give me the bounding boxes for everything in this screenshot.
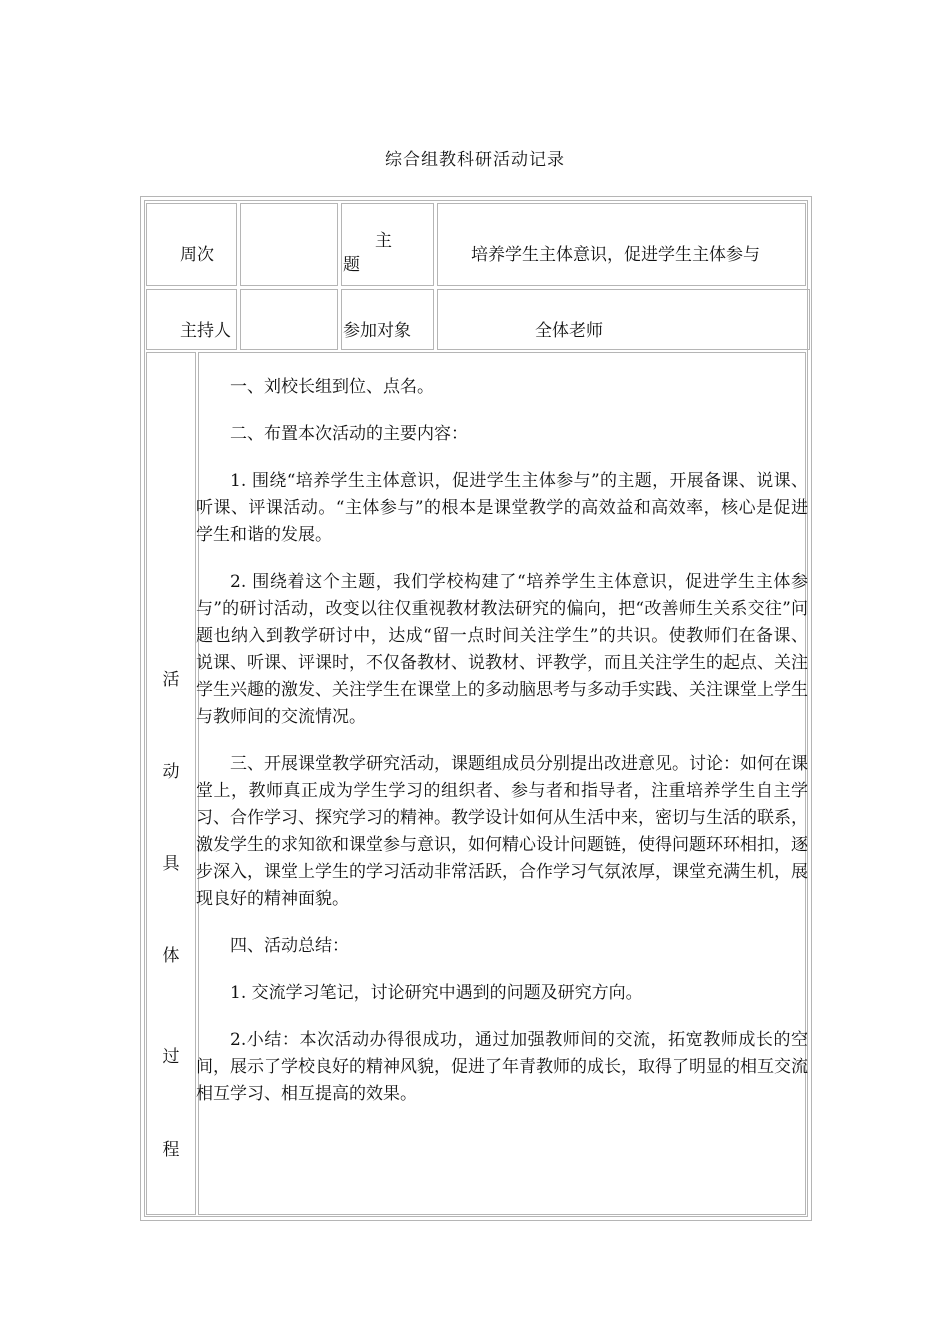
host-value-cell <box>240 289 338 350</box>
paragraph: 1. 围绕“培养学生主体意识，促进学生主体参与”的主题，开展备课、说课、听课、评课活动。“主体参与”的根本是课堂教学的高效益和高效率，核心是促进学生和谐的发展。 <box>196 471 808 545</box>
topic-value-cell <box>437 203 806 286</box>
process-label-cell <box>146 352 196 1215</box>
paragraph: 1. 交流学习笔记，讨论研究中遇到的问题及研究方向。 <box>230 983 643 1003</box>
document-title: 综合组教科研活动记录 <box>385 150 565 170</box>
paragraph: 2. 围绕着这个主题，我们学校构建了“培养学生主体意识，促进学生主体参与”的研讨活动，改变以往仅重视教材教法研究的偏向，把“改善师生关系交往”问题也纳入到教学研讨中，达成“留一点时间关注学生”的共识。使教师们在备课、说课、听课、评课时，不仅备教材、说教材、评教学，而且关注学生的起点、关注学生兴趣的激发、关注学生在课堂上的多动脑思考与多动手实践、关注课堂上学生与教师间的交流情况。 <box>196 572 808 727</box>
participants-label: 参加对象 <box>343 321 411 341</box>
process-label-char: 过 <box>162 1047 180 1067</box>
paragraph: 一、刘校长组到位、点名。 <box>230 377 434 397</box>
participants-label-cell <box>341 289 434 350</box>
week-label-cell <box>146 203 237 286</box>
topic-label-cell <box>341 203 434 286</box>
participants-value: 全体老师 <box>535 321 603 341</box>
activity-process-text <box>196 352 808 1212</box>
week-label: 周次 <box>180 245 214 265</box>
paragraph: 三、开展课堂教学研究活动，课题组成员分别提出改进意见。讨论：如何在课堂上，教师真正成为学生学习的组织者、参与者和指导者，注重培养学生自主学习、合作学习、探究学习的精神。教学设计如何从生活中来，密切与生活的联系，激发学生的求知欲和课堂参与意识，如何精心设计问题链，使得问题环环相扣，逐步深入，课堂上学生的学习活动非常活跃，合作学习气氛浓厚，课堂充满生机，展现良好的精神面貌。 <box>196 754 808 909</box>
paragraph: 四、活动总结： <box>230 936 349 956</box>
topic-value: 培养学生主体意识，促进学生主体参与 <box>471 245 760 265</box>
process-label-char: 动 <box>162 762 180 782</box>
week-value-cell <box>240 203 338 286</box>
topic-label-top: 主 <box>375 231 392 251</box>
paragraph: 2.小结：本次活动办得很成功，通过加强教师间的交流，拓宽教师成长的空间，展示了学校良好的精神风貌，促进了年青教师的成长，取得了明显的相互交流相互学习、相互提高的效果。 <box>196 1030 808 1104</box>
host-label-cell <box>146 289 237 350</box>
topic-label-bottom: 题 <box>343 255 360 275</box>
paragraph: 二、布置本次活动的主要内容： <box>230 424 468 444</box>
process-label-char: 具 <box>162 854 180 874</box>
process-label-char: 活 <box>162 670 180 690</box>
process-label-char: 程 <box>162 1140 180 1160</box>
process-label-char: 体 <box>162 946 180 966</box>
host-label: 主持人 <box>180 321 231 341</box>
participants-value-cell <box>437 289 810 350</box>
